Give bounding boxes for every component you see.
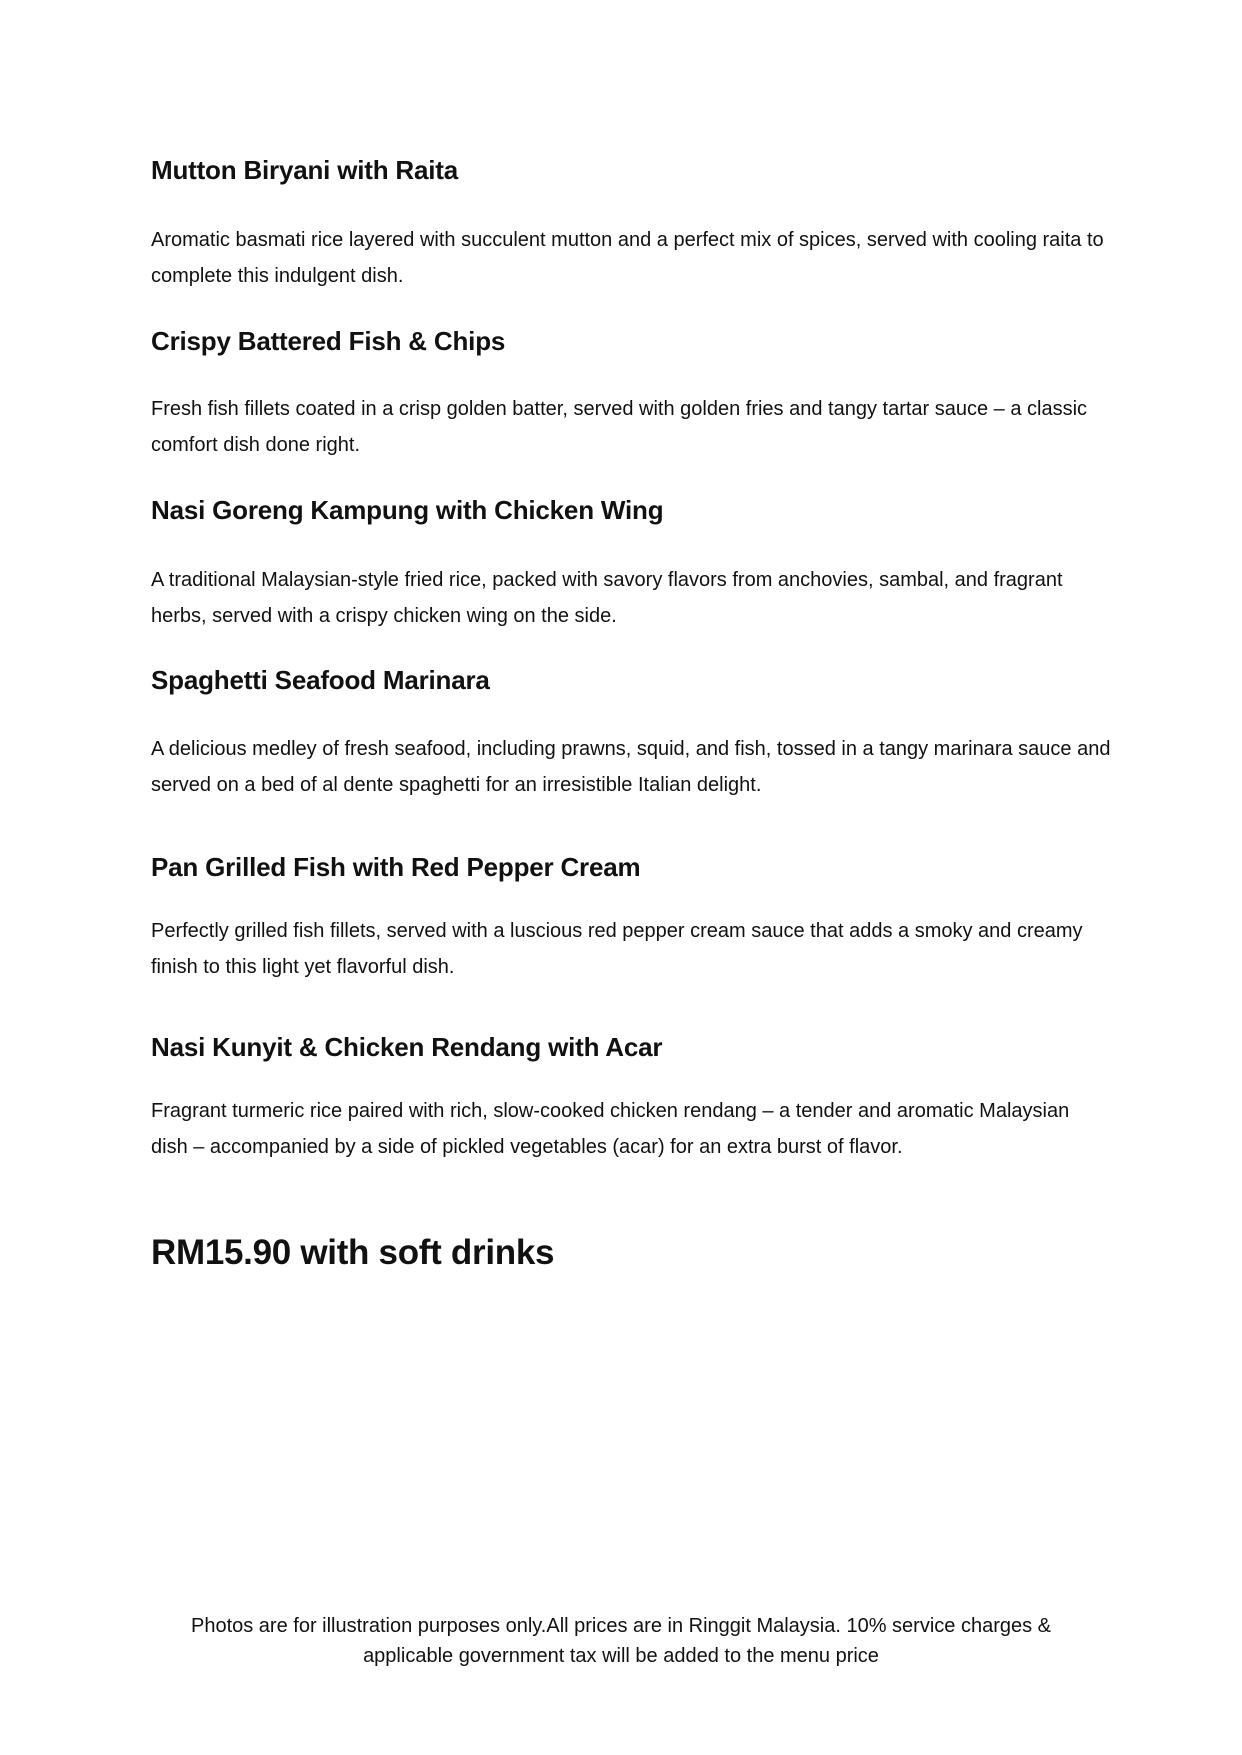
menu-item-title: Crispy Battered Fish & Chips [151, 326, 506, 356]
menu-item-fish-and-chips [151, 325, 1111, 456]
menu-item-title: Nasi Goreng Kampung with Chicken Wing [151, 495, 664, 525]
menu-item-mutton-biryani [151, 154, 1111, 287]
menu-item-description: Fresh fish fillets coated in a crisp golden batter, served with golden fries and tangy tartar sauce – a classic comfort dish done right. [151, 398, 1088, 456]
menu-item-description: Aromatic basmati rice layered with succulent mutton and a perfect mix of spices, served with cooling raita to complete this indulgent dish. [151, 229, 1104, 287]
menu-item-description: A delicious medley of fresh seafood, including prawns, squid, and fish, tossed in a tangy marinara sauce and served on a bed of al dente spaghetti for an irresistible Italian delight. [151, 738, 1111, 796]
menu-item-description: A traditional Malaysian-style fried rice, packed with savory flavors from anchovies, sambal, and fragrant herbs, served with a crispy chicken wing on the side. [151, 569, 1063, 627]
menu-item-spaghetti-marinara [151, 664, 1111, 796]
price-note: RM15.90 with soft drinks [151, 1233, 555, 1272]
menu-item-title: Pan Grilled Fish with Red Pepper Cream [151, 852, 641, 882]
menu-item-title: Nasi Kunyit & Chicken Rendang with Acar [151, 1032, 663, 1062]
menu-item-title: Mutton Biryani with Raita [151, 155, 459, 185]
footer-line-2: applicable government tax will be added to the menu price [363, 1645, 879, 1667]
menu-item-nasi-kunyit [151, 1031, 1111, 1158]
footer-line-1: Photos are for illustration purposes only.All prices are in Ringgit Malaysia. 10% service charges & [190, 1615, 1052, 1637]
menu-item-description: Fragrant turmeric rice paired with rich, slow-cooked chicken rendang – a tender and aromatic Malaysian dish – accompanied by a side of pickled vegetables (acar) for an extra burst of flavor. [151, 1100, 1070, 1158]
footer-disclaimer [0, 1611, 1242, 1671]
menu-item-pan-grilled-fish [151, 851, 1111, 978]
menu-item-nasi-goreng-kampung [151, 494, 1111, 627]
menu-item-description: Perfectly grilled fish fillets, served with a luscious red pepper cream sauce that adds a smoky and creamy finish to this light yet flavorful dish. [151, 920, 1083, 978]
menu-item-title: Spaghetti Seafood Marinara [151, 665, 490, 695]
